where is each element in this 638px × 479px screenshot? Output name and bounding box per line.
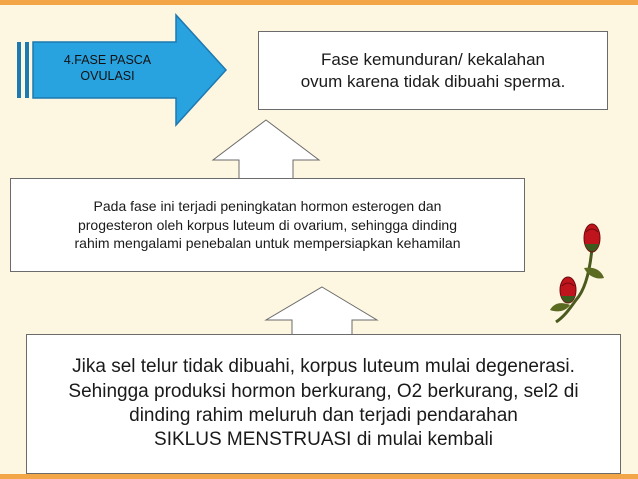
definition-line-1: Fase kemunduran/ kekalahan — [321, 49, 545, 69]
up-arrow-icon — [213, 120, 319, 180]
phase-label — [40, 52, 175, 85]
degeneration-line-2: Sehingga produksi hormon berkurang, O2 berkurang, sel2 di — [68, 380, 579, 402]
phase-label-line-2: OVULASI — [80, 69, 135, 84]
rose-icon — [550, 224, 604, 322]
up-arrow-icon — [266, 287, 377, 336]
hormone-description-box — [10, 178, 525, 272]
hormone-line-3: rahim mengalami penebalan untuk mempersiapkan kehamilan — [74, 235, 461, 252]
definition-line-2: ovum karena tidak dibuahi sperma. — [300, 71, 566, 91]
degeneration-line-1: Jika sel telur tidak dibuahi, korpus luteum mulai degenerasi. — [72, 356, 575, 378]
hormone-line-2: progesteron oleh korpus luteum di ovarium, sehingga dinding — [77, 216, 457, 233]
hormone-line-1: Pada fase ini terjadi peningkatan hormon esterogen dan — [93, 197, 442, 214]
phase-label-line-1: 4.FASE PASCA — [63, 53, 152, 67]
degeneration-line-4: SIKLUS MENSTRUASI di mulai kembali — [154, 429, 493, 451]
definition-box — [258, 31, 608, 110]
degeneration-box — [26, 334, 621, 474]
degeneration-line-3: dinding rahim meluruh dan terjadi pendarahan — [129, 405, 518, 426]
